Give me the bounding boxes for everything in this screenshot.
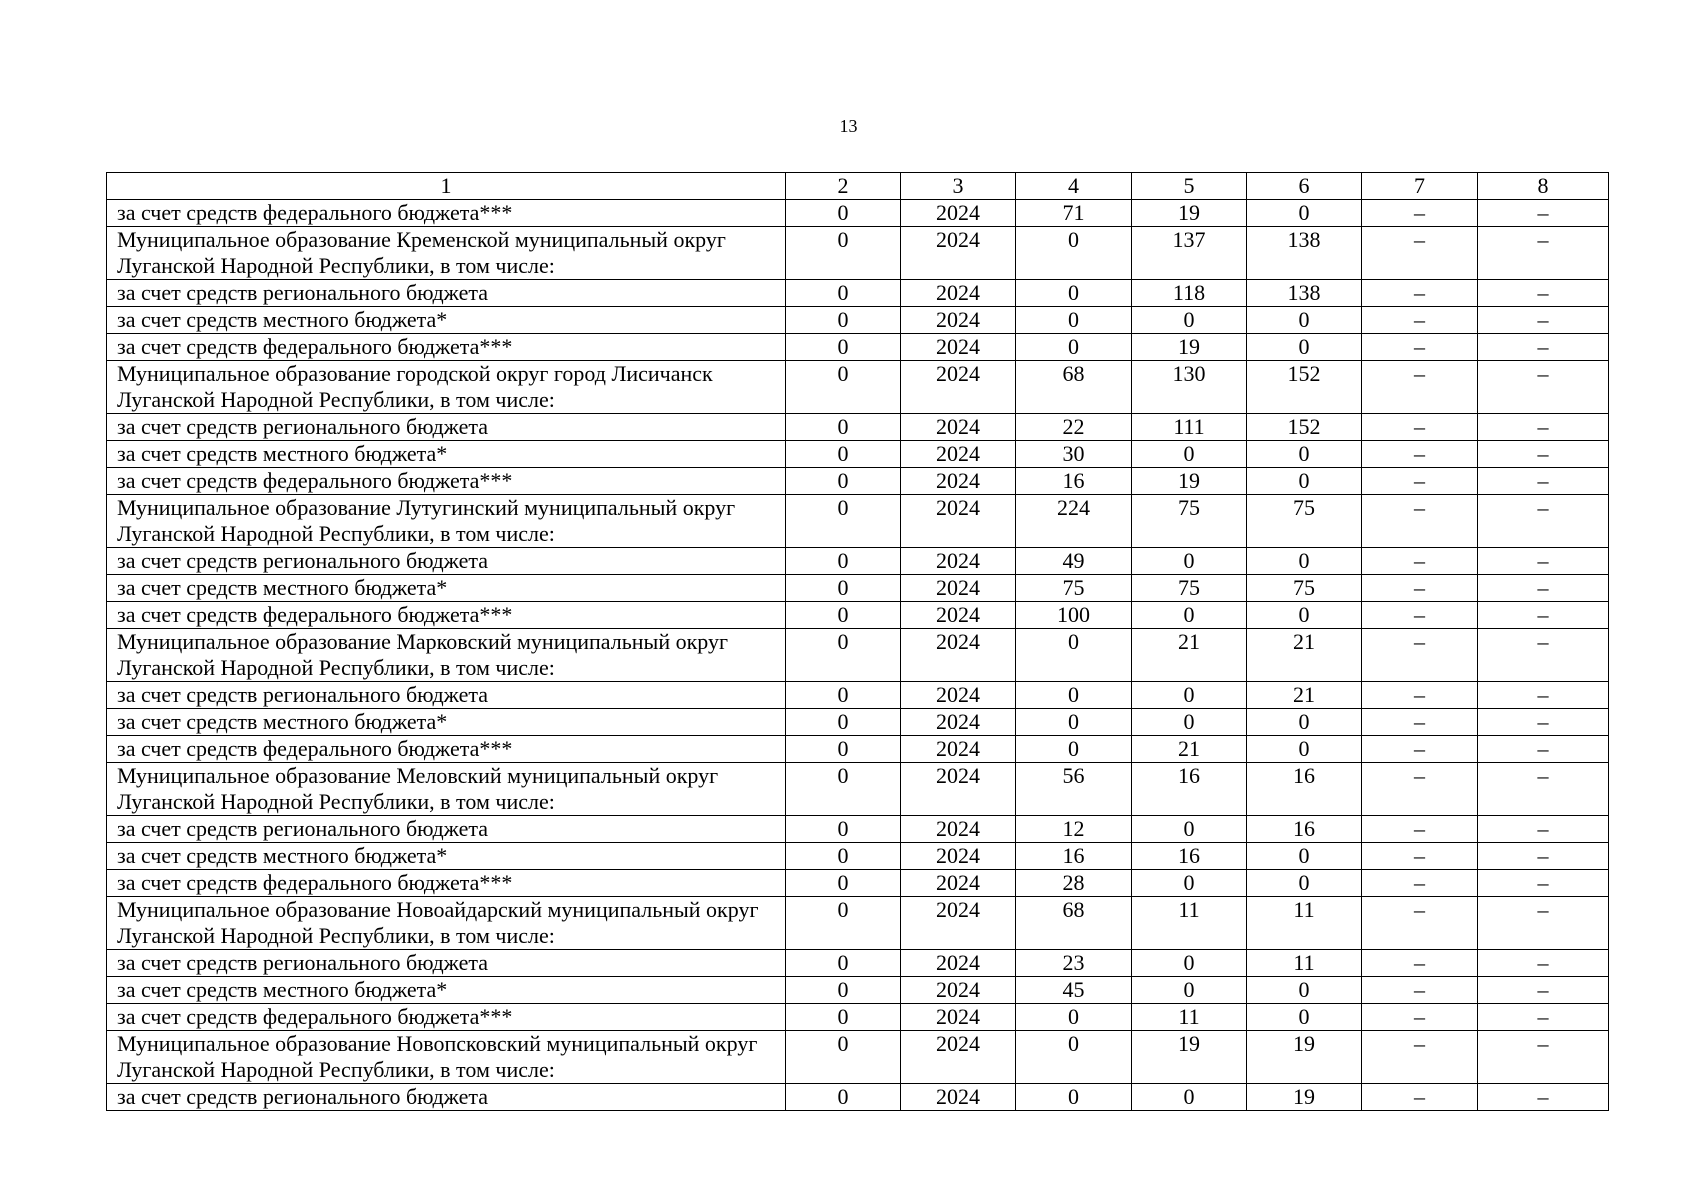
value-cell-col-6: 19 [1247, 1084, 1362, 1111]
table-row [107, 495, 1609, 548]
value-cell-col-4: 0 [1016, 1004, 1132, 1031]
value-cell-col-4: 100 [1016, 602, 1132, 629]
value-cell-col-6: 0 [1247, 334, 1362, 361]
value-cell-col-8: – [1478, 870, 1609, 897]
value-cell-col-2: 0 [786, 1004, 901, 1031]
budget-table [106, 172, 1609, 1111]
value-cell-col-2: 0 [786, 709, 901, 736]
value-cell-col-4: 0 [1016, 227, 1132, 280]
value-cell-col-2: 0 [786, 816, 901, 843]
value-cell-col-4: 30 [1016, 441, 1132, 468]
value-cell-col-4: 0 [1016, 709, 1132, 736]
value-cell-col-2: 0 [786, 682, 901, 709]
value-cell-col-6: 0 [1247, 843, 1362, 870]
value-cell-col-6: 0 [1247, 709, 1362, 736]
value-cell-col-8: – [1478, 307, 1609, 334]
value-cell-col-8: – [1478, 736, 1609, 763]
value-cell-col-8: – [1478, 682, 1609, 709]
budget-source-cell: за счет средств местного бюджета* [107, 575, 786, 602]
value-cell-col-7: – [1362, 897, 1478, 950]
value-cell-col-6: 0 [1247, 1004, 1362, 1031]
value-cell-col-8: – [1478, 629, 1609, 682]
value-cell-col-3: 2024 [901, 1084, 1016, 1111]
value-cell-col-3: 2024 [901, 414, 1016, 441]
value-cell-col-4: 22 [1016, 414, 1132, 441]
value-cell-col-3: 2024 [901, 468, 1016, 495]
value-cell-col-8: – [1478, 709, 1609, 736]
value-cell-col-8: – [1478, 414, 1609, 441]
value-cell-col-8: – [1478, 950, 1609, 977]
table-row [107, 414, 1609, 441]
value-cell-col-8: – [1478, 977, 1609, 1004]
table-row [107, 629, 1609, 682]
value-cell-col-7: – [1362, 441, 1478, 468]
table-row [107, 843, 1609, 870]
value-cell-col-4: 16 [1016, 843, 1132, 870]
value-cell-col-2: 0 [786, 575, 901, 602]
value-cell-col-5: 130 [1132, 361, 1247, 414]
value-cell-col-3: 2024 [901, 1031, 1016, 1084]
value-cell-col-6: 0 [1247, 441, 1362, 468]
value-cell-col-7: – [1362, 816, 1478, 843]
value-cell-col-7: – [1362, 334, 1478, 361]
value-cell-col-7: – [1362, 602, 1478, 629]
table-row [107, 709, 1609, 736]
value-cell-col-3: 2024 [901, 816, 1016, 843]
value-cell-col-5: 0 [1132, 816, 1247, 843]
table-row [107, 548, 1609, 575]
table-row [107, 1031, 1609, 1084]
value-cell-col-5: 0 [1132, 682, 1247, 709]
value-cell-col-4: 0 [1016, 682, 1132, 709]
budget-source-cell: за счет средств федерального бюджета*** [107, 334, 786, 361]
value-cell-col-5: 0 [1132, 441, 1247, 468]
value-cell-col-5: 0 [1132, 709, 1247, 736]
value-cell-col-3: 2024 [901, 897, 1016, 950]
value-cell-col-4: 75 [1016, 575, 1132, 602]
table-row [107, 602, 1609, 629]
value-cell-col-7: – [1362, 361, 1478, 414]
value-cell-col-2: 0 [786, 468, 901, 495]
value-cell-col-4: 71 [1016, 200, 1132, 227]
municipality-name-cell: Муниципальное образование Новоайдарский муниципальный округ Луганской Народной Республики, в том числе: [107, 897, 786, 950]
value-cell-col-4: 16 [1016, 468, 1132, 495]
value-cell-col-8: – [1478, 816, 1609, 843]
table-row [107, 736, 1609, 763]
value-cell-col-6: 0 [1247, 548, 1362, 575]
value-cell-col-5: 137 [1132, 227, 1247, 280]
value-cell-col-3: 2024 [901, 307, 1016, 334]
value-cell-col-5: 0 [1132, 870, 1247, 897]
value-cell-col-6: 0 [1247, 977, 1362, 1004]
value-cell-col-5: 111 [1132, 414, 1247, 441]
page-number: 13 [839, 116, 858, 136]
value-cell-col-7: – [1362, 468, 1478, 495]
budget-source-cell: за счет средств регионального бюджета [107, 816, 786, 843]
value-cell-col-6: 0 [1247, 602, 1362, 629]
value-cell-col-7: – [1362, 682, 1478, 709]
table-row [107, 816, 1609, 843]
value-cell-col-3: 2024 [901, 548, 1016, 575]
budget-source-cell: за счет средств федерального бюджета*** [107, 468, 786, 495]
value-cell-col-3: 2024 [901, 441, 1016, 468]
value-cell-col-6: 19 [1247, 1031, 1362, 1084]
municipality-name-cell: Муниципальное образование Новопсковский муниципальный округ Луганской Народной Республики, в том числе: [107, 1031, 786, 1084]
value-cell-col-8: – [1478, 1004, 1609, 1031]
budget-source-cell: за счет средств регионального бюджета [107, 414, 786, 441]
value-cell-col-2: 0 [786, 977, 901, 1004]
value-cell-col-3: 2024 [901, 870, 1016, 897]
value-cell-col-5: 0 [1132, 1084, 1247, 1111]
value-cell-col-5: 19 [1132, 334, 1247, 361]
table-row [107, 763, 1609, 816]
value-cell-col-8: – [1478, 227, 1609, 280]
table-row [107, 575, 1609, 602]
value-cell-col-3: 2024 [901, 629, 1016, 682]
value-cell-col-2: 0 [786, 736, 901, 763]
value-cell-col-3: 2024 [901, 763, 1016, 816]
value-cell-col-2: 0 [786, 897, 901, 950]
table-row [107, 870, 1609, 897]
municipality-name-cell: Муниципальное образование Лутугинский муниципальный округ Луганской Народной Республики, в том числе: [107, 495, 786, 548]
value-cell-col-3: 2024 [901, 280, 1016, 307]
value-cell-col-4: 23 [1016, 950, 1132, 977]
value-cell-col-3: 2024 [901, 843, 1016, 870]
value-cell-col-8: – [1478, 897, 1609, 950]
value-cell-col-8: – [1478, 763, 1609, 816]
value-cell-col-2: 0 [786, 227, 901, 280]
value-cell-col-8: – [1478, 441, 1609, 468]
municipality-name-cell: Муниципальное образование Кременской муниципальный округ Луганской Народной Республики, в том числе: [107, 227, 786, 280]
value-cell-col-8: – [1478, 548, 1609, 575]
value-cell-col-3: 2024 [901, 334, 1016, 361]
table-body [107, 173, 1609, 1111]
value-cell-col-6: 138 [1247, 280, 1362, 307]
value-cell-col-3: 2024 [901, 495, 1016, 548]
column-header: 6 [1247, 173, 1362, 200]
value-cell-col-4: 0 [1016, 736, 1132, 763]
table-row [107, 334, 1609, 361]
value-cell-col-2: 0 [786, 763, 901, 816]
value-cell-col-3: 2024 [901, 709, 1016, 736]
value-cell-col-8: – [1478, 843, 1609, 870]
value-cell-col-6: 11 [1247, 950, 1362, 977]
value-cell-col-2: 0 [786, 602, 901, 629]
value-cell-col-6: 75 [1247, 575, 1362, 602]
column-header: 2 [786, 173, 901, 200]
value-cell-col-5: 0 [1132, 548, 1247, 575]
value-cell-col-6: 0 [1247, 870, 1362, 897]
value-cell-col-2: 0 [786, 495, 901, 548]
table-row [107, 1004, 1609, 1031]
value-cell-col-2: 0 [786, 843, 901, 870]
value-cell-col-3: 2024 [901, 682, 1016, 709]
value-cell-col-4: 68 [1016, 897, 1132, 950]
value-cell-col-8: – [1478, 495, 1609, 548]
value-cell-col-4: 49 [1016, 548, 1132, 575]
value-cell-col-2: 0 [786, 548, 901, 575]
value-cell-col-4: 0 [1016, 280, 1132, 307]
value-cell-col-4: 45 [1016, 977, 1132, 1004]
value-cell-col-6: 16 [1247, 816, 1362, 843]
budget-source-cell: за счет средств федерального бюджета*** [107, 870, 786, 897]
value-cell-col-2: 0 [786, 280, 901, 307]
value-cell-col-5: 19 [1132, 200, 1247, 227]
value-cell-col-6: 152 [1247, 361, 1362, 414]
column-header: 7 [1362, 173, 1478, 200]
value-cell-col-5: 21 [1132, 736, 1247, 763]
value-cell-col-6: 138 [1247, 227, 1362, 280]
value-cell-col-5: 11 [1132, 1004, 1247, 1031]
value-cell-col-4: 0 [1016, 1084, 1132, 1111]
value-cell-col-6: 75 [1247, 495, 1362, 548]
table-row [107, 441, 1609, 468]
value-cell-col-7: – [1362, 548, 1478, 575]
value-cell-col-8: – [1478, 200, 1609, 227]
value-cell-col-5: 16 [1132, 763, 1247, 816]
value-cell-col-2: 0 [786, 307, 901, 334]
value-cell-col-8: – [1478, 602, 1609, 629]
value-cell-col-4: 12 [1016, 816, 1132, 843]
value-cell-col-7: – [1362, 1031, 1478, 1084]
value-cell-col-5: 19 [1132, 1031, 1247, 1084]
value-cell-col-2: 0 [786, 361, 901, 414]
value-cell-col-6: 0 [1247, 736, 1362, 763]
value-cell-col-5: 0 [1132, 307, 1247, 334]
table-row [107, 307, 1609, 334]
value-cell-col-5: 0 [1132, 602, 1247, 629]
value-cell-col-4: 0 [1016, 1031, 1132, 1084]
budget-source-cell: за счет средств местного бюджета* [107, 977, 786, 1004]
value-cell-col-7: – [1362, 414, 1478, 441]
value-cell-col-3: 2024 [901, 977, 1016, 1004]
value-cell-col-2: 0 [786, 629, 901, 682]
table-row [107, 682, 1609, 709]
value-cell-col-6: 21 [1247, 682, 1362, 709]
value-cell-col-7: – [1362, 763, 1478, 816]
value-cell-col-7: – [1362, 280, 1478, 307]
value-cell-col-7: – [1362, 977, 1478, 1004]
column-header: 8 [1478, 173, 1609, 200]
value-cell-col-2: 0 [786, 1031, 901, 1084]
value-cell-col-6: 152 [1247, 414, 1362, 441]
value-cell-col-4: 224 [1016, 495, 1132, 548]
value-cell-col-2: 0 [786, 870, 901, 897]
value-cell-col-3: 2024 [901, 602, 1016, 629]
value-cell-col-2: 0 [786, 441, 901, 468]
value-cell-col-2: 0 [786, 200, 901, 227]
value-cell-col-2: 0 [786, 950, 901, 977]
value-cell-col-8: – [1478, 468, 1609, 495]
value-cell-col-8: – [1478, 575, 1609, 602]
value-cell-col-6: 21 [1247, 629, 1362, 682]
value-cell-col-4: 56 [1016, 763, 1132, 816]
budget-source-cell: за счет средств местного бюджета* [107, 307, 786, 334]
value-cell-col-2: 0 [786, 1084, 901, 1111]
table-row [107, 977, 1609, 1004]
value-cell-col-7: – [1362, 575, 1478, 602]
value-cell-col-4: 68 [1016, 361, 1132, 414]
value-cell-col-3: 2024 [901, 1004, 1016, 1031]
value-cell-col-5: 0 [1132, 950, 1247, 977]
column-header: 3 [901, 173, 1016, 200]
value-cell-col-4: 28 [1016, 870, 1132, 897]
value-cell-col-6: 11 [1247, 897, 1362, 950]
value-cell-col-4: 0 [1016, 629, 1132, 682]
table-row [107, 280, 1609, 307]
value-cell-col-3: 2024 [901, 200, 1016, 227]
budget-source-cell: за счет средств федерального бюджета*** [107, 736, 786, 763]
value-cell-col-8: – [1478, 1031, 1609, 1084]
municipality-name-cell: Муниципальное образование Меловский муниципальный округ Луганской Народной Республики, в том числе: [107, 763, 786, 816]
municipality-name-cell: Муниципальное образование городской округ город Лисичанск Луганской Народной Республики, в том числе: [107, 361, 786, 414]
budget-source-cell: за счет средств местного бюджета* [107, 843, 786, 870]
budget-source-cell: за счет средств регионального бюджета [107, 1084, 786, 1111]
budget-source-cell: за счет средств регионального бюджета [107, 280, 786, 307]
budget-source-cell: за счет средств местного бюджета* [107, 441, 786, 468]
value-cell-col-5: 118 [1132, 280, 1247, 307]
budget-source-cell: за счет средств регионального бюджета [107, 548, 786, 575]
value-cell-col-7: – [1362, 1084, 1478, 1111]
value-cell-col-8: – [1478, 334, 1609, 361]
table-row [107, 200, 1609, 227]
header-row [107, 173, 1609, 200]
column-header: 1 [107, 173, 786, 200]
table-row [107, 361, 1609, 414]
value-cell-col-5: 19 [1132, 468, 1247, 495]
value-cell-col-6: 16 [1247, 763, 1362, 816]
value-cell-col-2: 0 [786, 334, 901, 361]
value-cell-col-7: – [1362, 843, 1478, 870]
budget-source-cell: за счет средств регионального бюджета [107, 950, 786, 977]
value-cell-col-7: – [1362, 227, 1478, 280]
value-cell-col-7: – [1362, 950, 1478, 977]
value-cell-col-6: 0 [1247, 200, 1362, 227]
value-cell-col-7: – [1362, 870, 1478, 897]
value-cell-col-3: 2024 [901, 950, 1016, 977]
value-cell-col-5: 11 [1132, 897, 1247, 950]
table-row [107, 1084, 1609, 1111]
value-cell-col-7: – [1362, 736, 1478, 763]
value-cell-col-7: – [1362, 307, 1478, 334]
budget-source-cell: за счет средств федерального бюджета*** [107, 602, 786, 629]
budget-source-cell: за счет средств федерального бюджета*** [107, 200, 786, 227]
value-cell-col-7: – [1362, 629, 1478, 682]
value-cell-col-8: – [1478, 280, 1609, 307]
value-cell-col-5: 75 [1132, 495, 1247, 548]
municipality-name-cell: Муниципальное образование Марковский муниципальный округ Луганской Народной Республики, в том числе: [107, 629, 786, 682]
value-cell-col-5: 75 [1132, 575, 1247, 602]
value-cell-col-2: 0 [786, 414, 901, 441]
value-cell-col-3: 2024 [901, 227, 1016, 280]
table-row [107, 468, 1609, 495]
value-cell-col-5: 0 [1132, 977, 1247, 1004]
value-cell-col-8: – [1478, 361, 1609, 414]
table-row [107, 227, 1609, 280]
budget-source-cell: за счет средств регионального бюджета [107, 682, 786, 709]
value-cell-col-7: – [1362, 709, 1478, 736]
value-cell-col-7: – [1362, 1004, 1478, 1031]
value-cell-col-6: 0 [1247, 468, 1362, 495]
value-cell-col-7: – [1362, 495, 1478, 548]
budget-source-cell: за счет средств федерального бюджета*** [107, 1004, 786, 1031]
value-cell-col-5: 21 [1132, 629, 1247, 682]
value-cell-col-7: – [1362, 200, 1478, 227]
table-row [107, 897, 1609, 950]
budget-source-cell: за счет средств местного бюджета* [107, 709, 786, 736]
value-cell-col-5: 16 [1132, 843, 1247, 870]
column-header: 5 [1132, 173, 1247, 200]
column-header: 4 [1016, 173, 1132, 200]
table-row [107, 950, 1609, 977]
value-cell-col-3: 2024 [901, 736, 1016, 763]
value-cell-col-3: 2024 [901, 361, 1016, 414]
value-cell-col-8: – [1478, 1084, 1609, 1111]
value-cell-col-6: 0 [1247, 307, 1362, 334]
value-cell-col-3: 2024 [901, 575, 1016, 602]
value-cell-col-4: 0 [1016, 334, 1132, 361]
value-cell-col-4: 0 [1016, 307, 1132, 334]
